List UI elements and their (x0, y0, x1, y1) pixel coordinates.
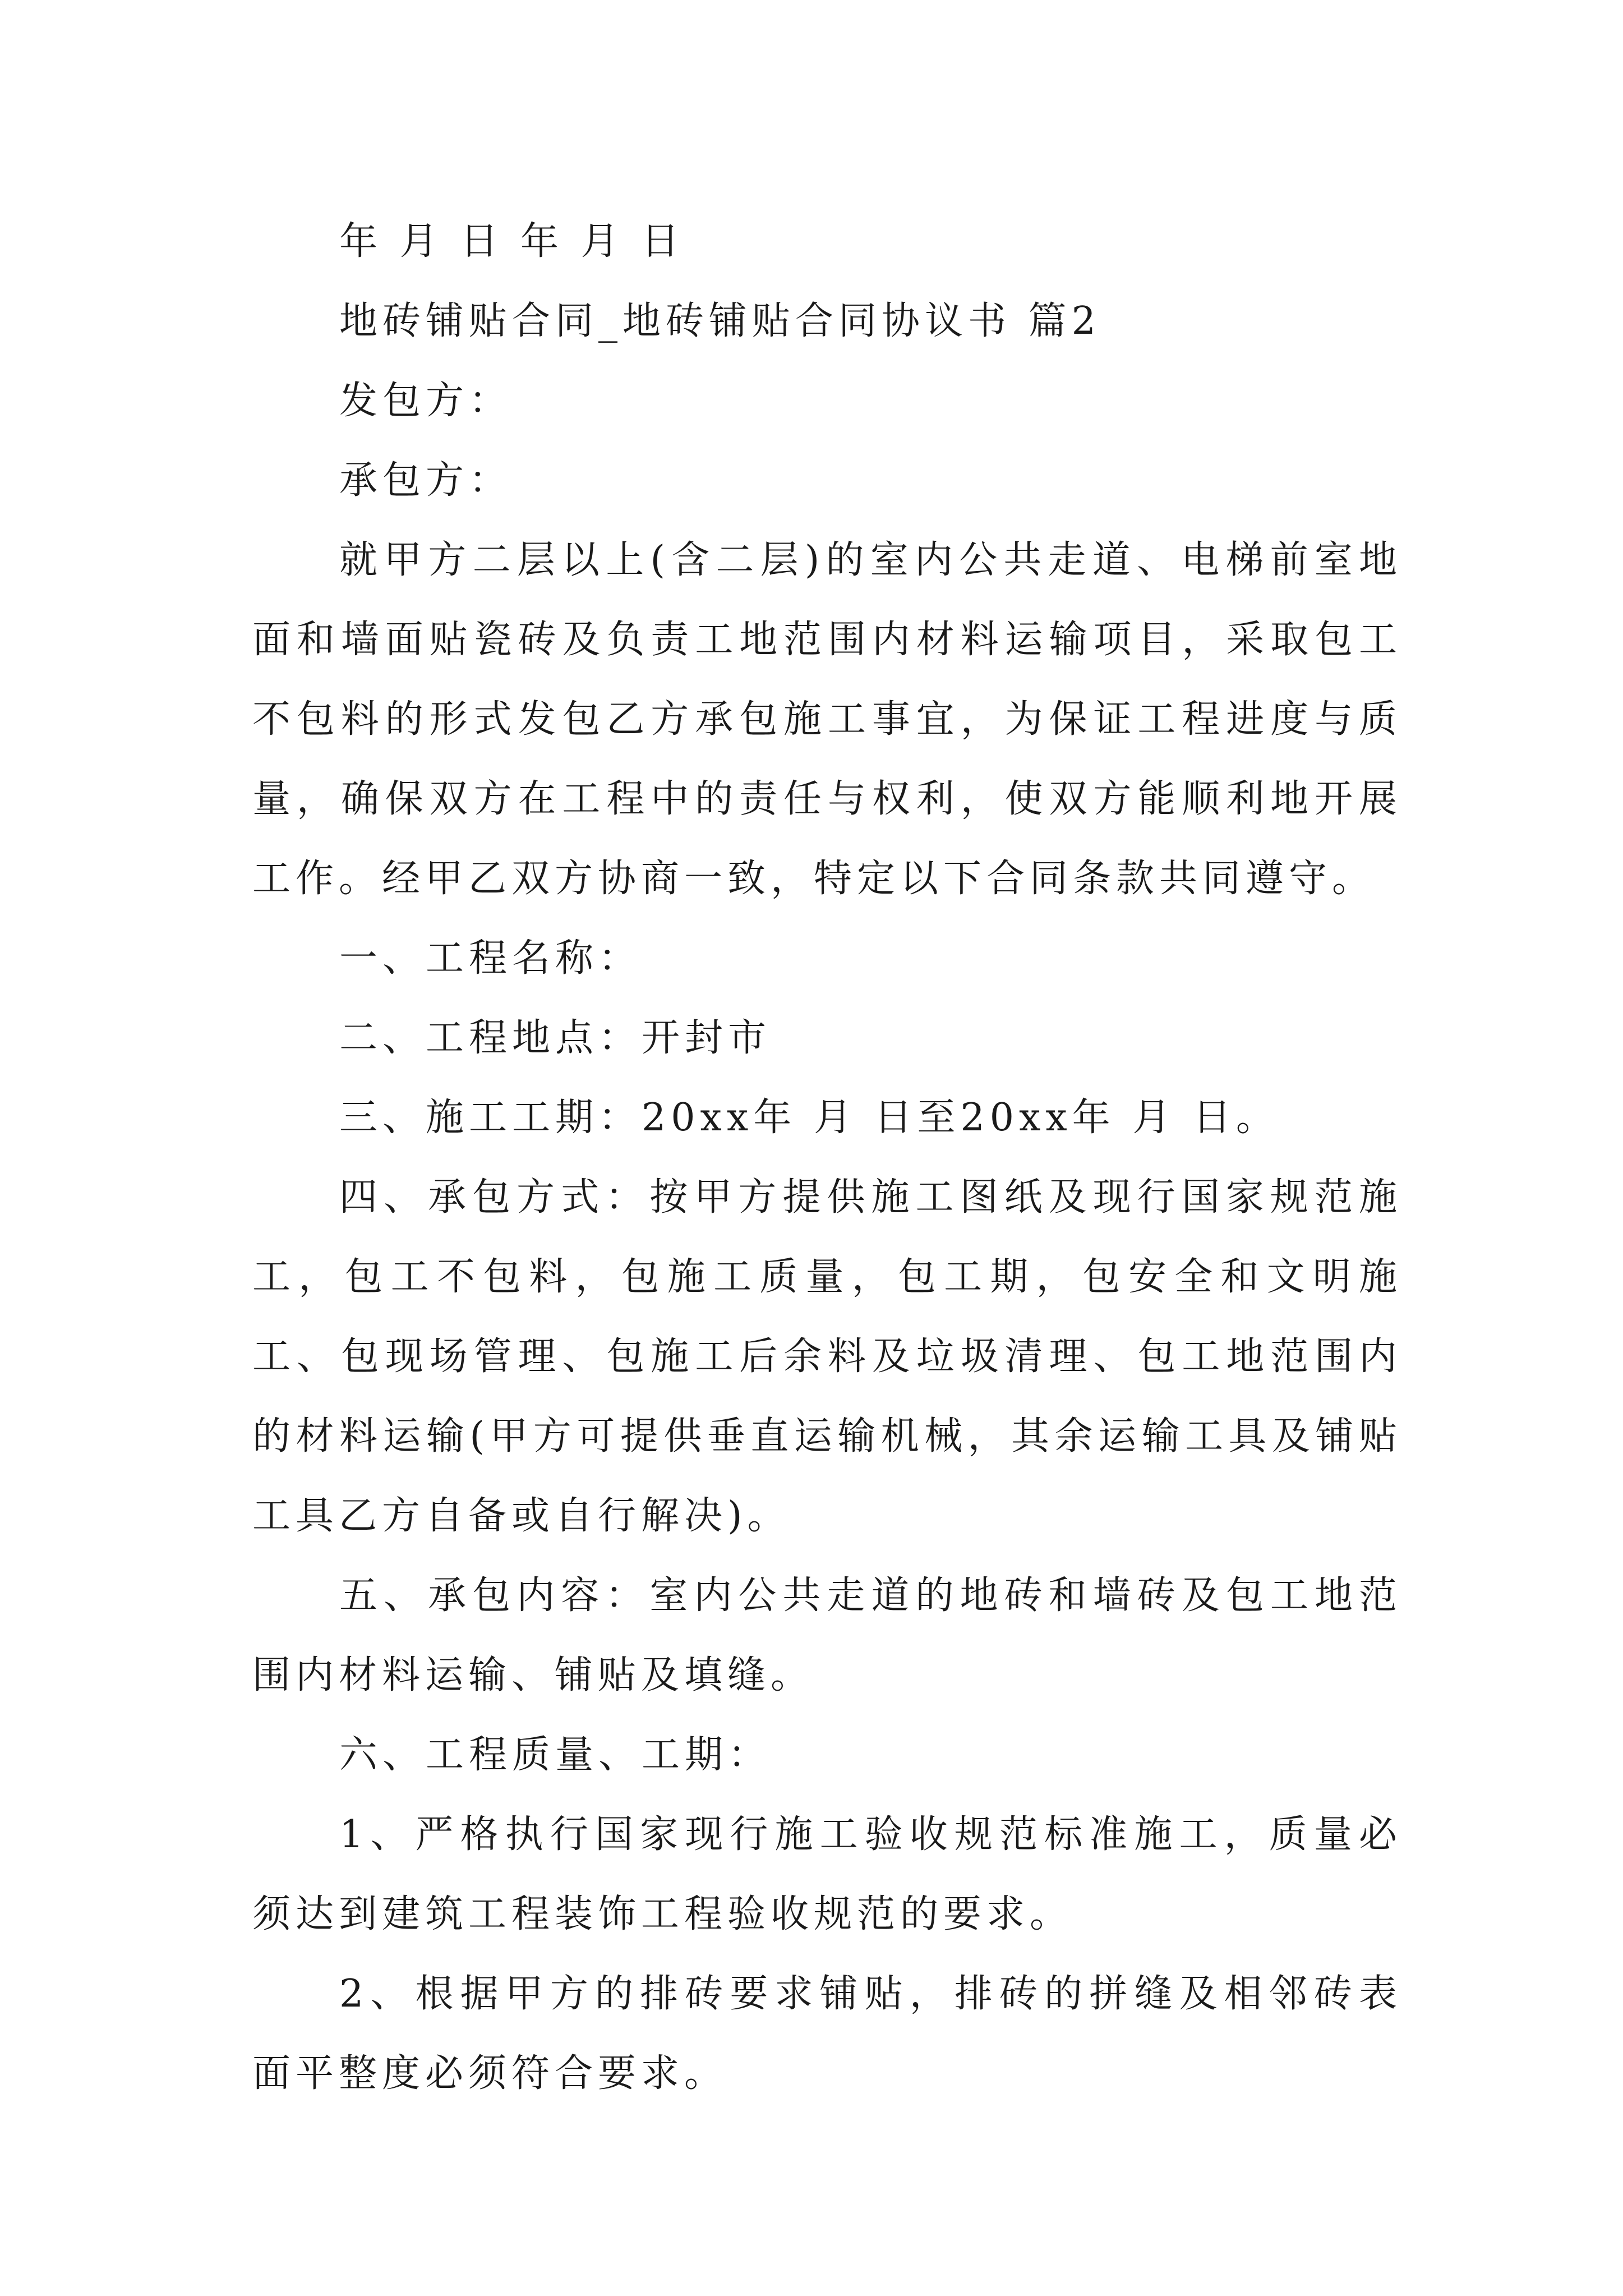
party-a-line: 发包方： (339, 379, 513, 423)
clause-quality-period: 六、工程质量、工期： (339, 1733, 772, 1777)
clause-contract-method: 四、承包方式：按甲方提供施工图纸及现行国家规范施工，包工不包料，包施工质量，包工期，包安全和文明施工、包现场管理、包施工后余料及垃圾清理、包工地范围内的材料运输(甲方可提供垂直运输机械，其余运输工具及铺贴工具乙方自备或自行解决)。 (252, 1175, 1402, 1538)
clause-item-1: 1、严格执行国家现行施工验收规范标准施工，质量必须达到建筑工程装饰工程验收规范的要求。 (252, 1812, 1402, 1936)
document-body (252, 202, 1402, 2114)
party-b-line: 承包方： (339, 458, 513, 503)
intro-paragraph: 就甲方二层以上(含二层)的室内公共走道、电梯前室地面和墙面贴瓷砖及负责工地范围内材料运输项目，采取包工不包料的形式发包乙方承包施工事宜，为保证工程进度与质量，确保双方在工程中的责任与权利，使双方能顺利地开展工作。经甲乙双方协商一致，特定以下合同条款共同遵守。 (252, 538, 1402, 901)
section-heading: 地砖铺贴合同_地砖铺贴合同协议书 篇2 (339, 299, 1101, 343)
date-line: 年 月 日 年 月 日 (339, 219, 685, 264)
clause-project-name: 一、工程名称： (339, 936, 642, 981)
clause-construction-period: 三、施工工期：20xx年 月 日至20xx年 月 日。 (339, 1096, 1279, 1140)
clause-project-location: 二、工程地点：开封市 (339, 1016, 772, 1060)
clause-contract-content: 五、承包内容：室内公共走道的地砖和墙砖及包工地范围内材料运输、铺贴及填缝。 (252, 1573, 1402, 1697)
clause-item-2: 2、根据甲方的排砖要求铺贴，排砖的拼缝及相邻砖表面平整度必须符合要求。 (252, 1972, 1402, 2096)
